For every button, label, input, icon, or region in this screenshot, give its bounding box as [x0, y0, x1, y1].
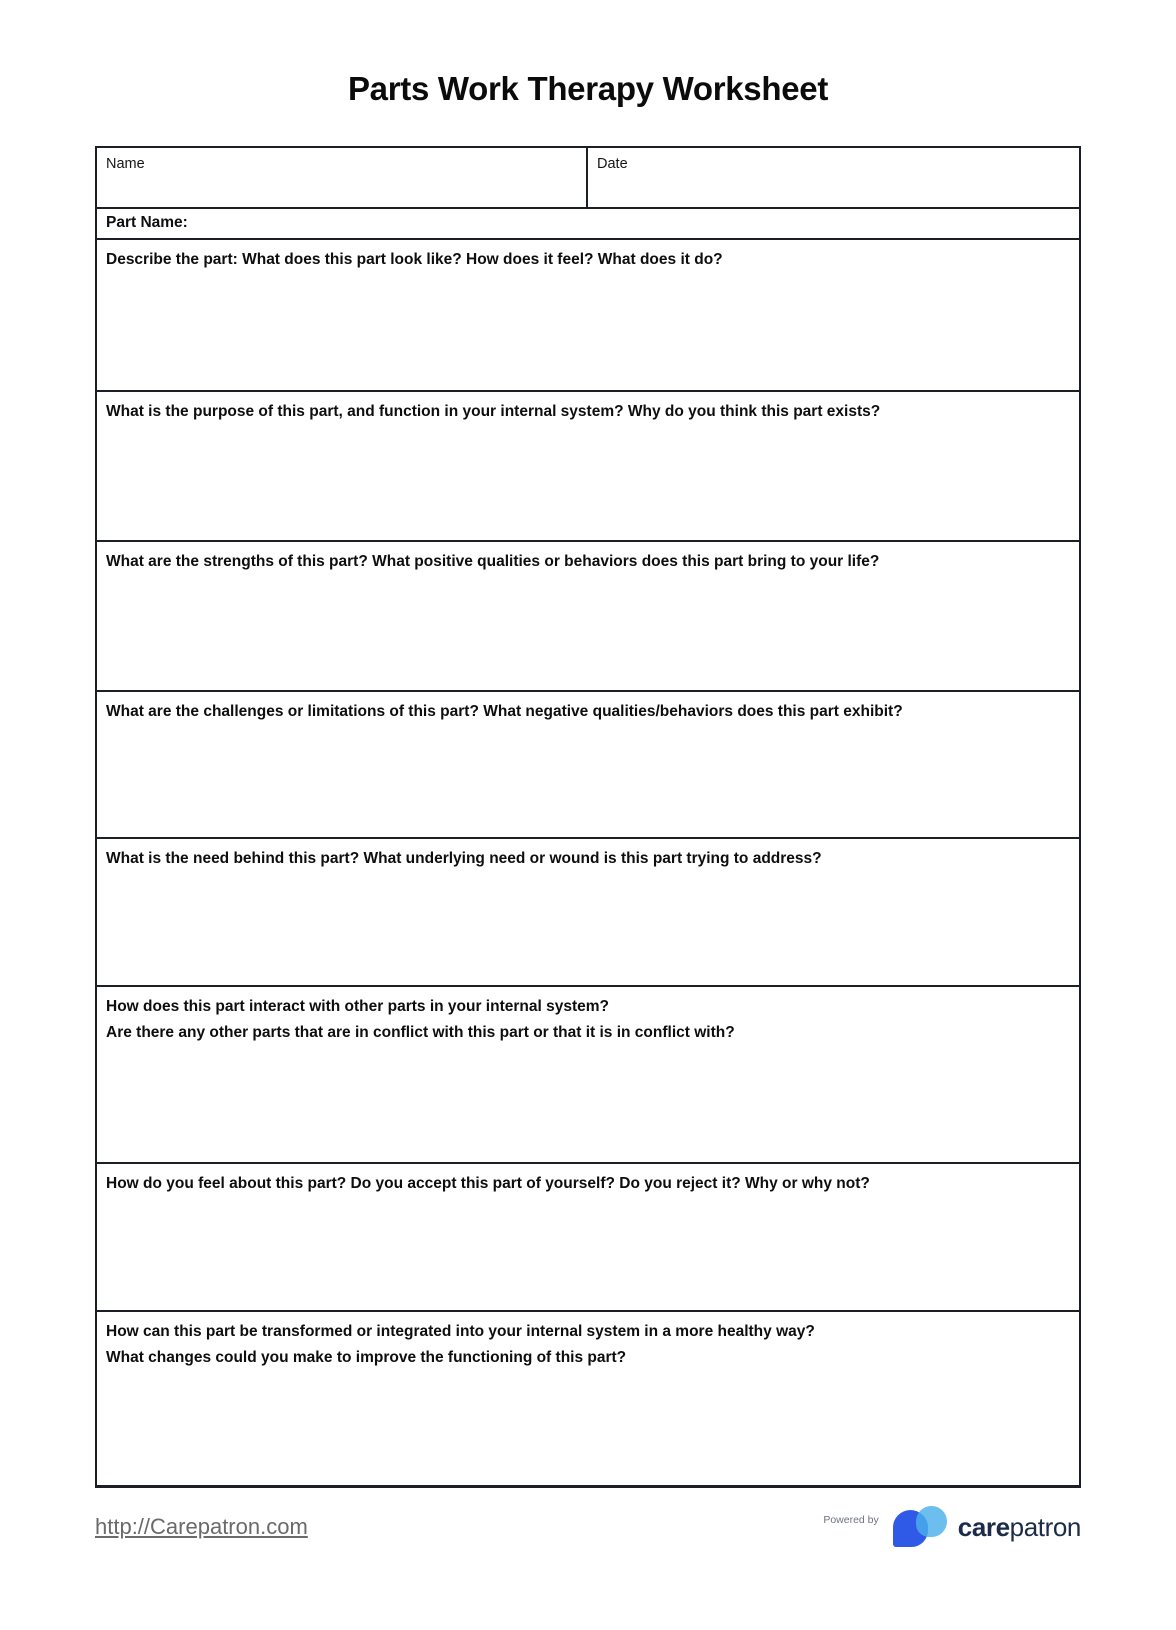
question-text: What is the need behind this part? What underlying need or wound is this part trying to address? — [106, 850, 822, 867]
question-text: How do you feel about this part? Do you accept this part of yourself? Do you reject it? Why or why not? — [106, 1175, 870, 1192]
carepatron-site-link[interactable]: http://Carepatron.com — [95, 1514, 308, 1539]
powered-by-label: Powered by — [823, 1514, 879, 1526]
worksheet-form — [95, 146, 1081, 1488]
name-label: Name — [106, 156, 145, 172]
page-title: Parts Work Therapy Worksheet — [347, 70, 829, 107]
powered-by-block — [823, 1506, 1081, 1548]
question-box-describe-part — [97, 238, 1079, 390]
logo-blob-light-icon — [916, 1506, 947, 1537]
part-name-field — [97, 207, 1079, 238]
date-label: Date — [597, 156, 628, 172]
question-text: How does this part interact with other parts in your internal system? — [106, 998, 609, 1015]
question-text: Are there any other parts that are in conflict with this part or that it is in conflict with? — [106, 1024, 735, 1041]
wordmark-bold-part: care — [957, 1512, 1010, 1542]
question-text: What changes could you make to improve the functioning of this part? — [106, 1349, 627, 1366]
footer — [95, 1506, 1081, 1548]
question-text: What are the challenges or limitations of this part? What negative qualities/behaviors does this part exhibit? — [106, 703, 903, 720]
question-text: Describe the part: What does this part look like? How does it feel? What does it do? — [106, 251, 723, 268]
wordmark-regular-part: patron — [1009, 1512, 1081, 1542]
carepatron-logo — [893, 1506, 1081, 1548]
question-box-purpose — [97, 390, 1079, 540]
part-name-label: Part Name: — [106, 214, 188, 231]
question-box-need-behind — [97, 837, 1079, 985]
name-field — [97, 148, 588, 207]
name-date-row — [97, 148, 1079, 207]
question-text: What is the purpose of this part, and function in your internal system? Why do you think this part exists? — [106, 403, 881, 420]
question-text: What are the strengths of this part? What positive qualities or behaviors does this part bring to your life? — [106, 553, 880, 570]
question-box-feelings — [97, 1162, 1079, 1310]
question-box-strengths — [97, 540, 1079, 690]
question-box-transformation — [97, 1310, 1079, 1485]
worksheet-sheet — [95, 0, 1081, 1548]
question-box-interaction — [97, 985, 1079, 1162]
date-field — [588, 148, 1079, 207]
question-text: How can this part be transformed or integrated into your internal system in a more healthy way? — [106, 1323, 815, 1340]
carepatron-logo-icon — [893, 1506, 951, 1548]
question-box-challenges — [97, 690, 1079, 837]
carepatron-wordmark — [958, 1506, 1081, 1548]
